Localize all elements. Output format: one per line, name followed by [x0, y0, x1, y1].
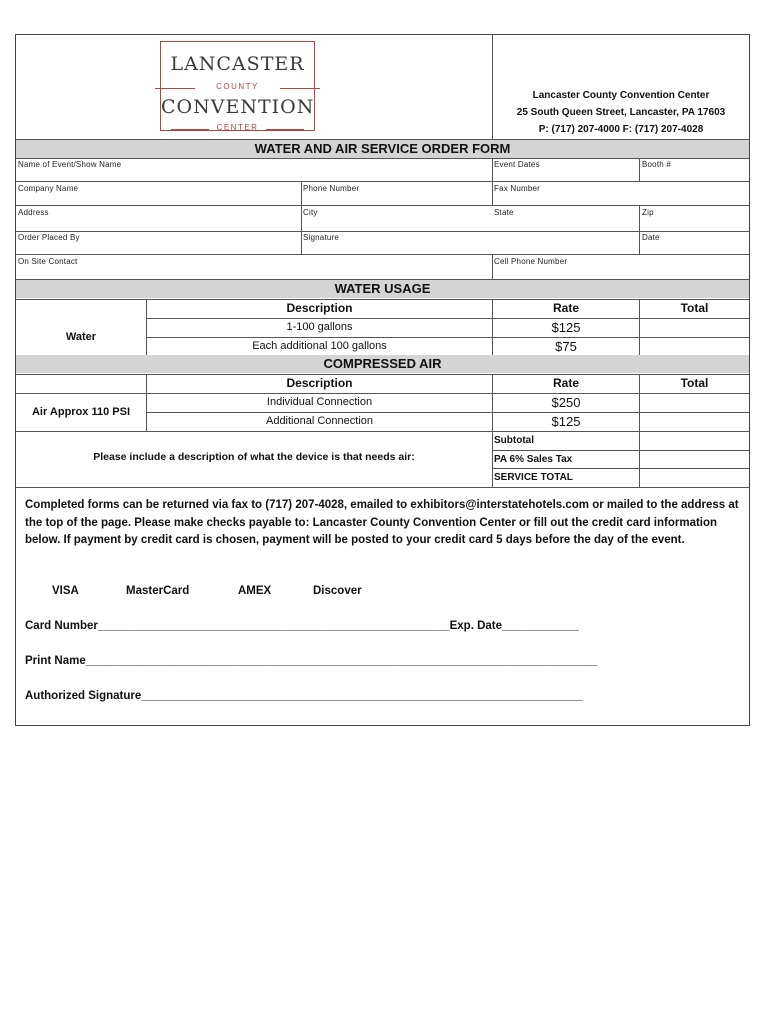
subtotal-field[interactable]	[640, 432, 749, 450]
logo-line-convention: CONVENTION	[161, 96, 315, 118]
logo-line-county: COUNTY	[216, 82, 259, 91]
signature-field[interactable]	[302, 232, 639, 254]
air-col-description: Description	[286, 376, 353, 390]
logo-line-lancaster: LANCASTER	[170, 53, 305, 75]
on-site-contact-field[interactable]	[16, 255, 492, 279]
card-discover[interactable]: Discover	[313, 585, 362, 597]
order-placed-by-field[interactable]	[16, 232, 301, 254]
header-phone-fax: P: (717) 207-4000 F: (717) 207-4028	[538, 124, 704, 135]
fax-number-field[interactable]	[493, 182, 749, 205]
air-item-2-description: Additional Connection	[265, 415, 374, 427]
event-dates-label: Event Dates	[494, 160, 540, 169]
air-item-1-total[interactable]	[640, 394, 749, 412]
card-amex[interactable]: AMEX	[238, 585, 272, 597]
air-col-rate: Rate	[552, 376, 579, 390]
sales-tax-field[interactable]	[640, 451, 749, 469]
booth-field[interactable]	[640, 159, 749, 181]
phone-number-label: Phone Number	[303, 184, 360, 193]
form-title: WATER AND AIR SERVICE ORDER FORM	[16, 140, 749, 158]
on-site-contact-label: On Site Contact	[18, 257, 78, 266]
water-col-rate: Rate	[552, 301, 579, 315]
state-label: State	[494, 208, 514, 217]
fax-number-label: Fax Number	[494, 184, 541, 193]
water-col-total: Total	[680, 301, 709, 315]
compressed-air-title: COMPRESSED AIR	[16, 355, 749, 373]
air-item-2-total[interactable]	[640, 413, 749, 431]
event-name-label: Name of Event/Show Name	[18, 160, 122, 169]
company-name-label: Company Name	[18, 184, 79, 193]
air-device-note: Please include a description of what the device is that needs air:	[93, 451, 415, 463]
cell-phone-field[interactable]	[493, 255, 749, 279]
company-name-field[interactable]	[16, 182, 301, 205]
air-col-total: Total	[680, 376, 709, 390]
zip-label: Zip	[642, 208, 654, 217]
water-item-2-rate: $75	[555, 339, 577, 354]
order-placed-by-label: Order Placed By	[18, 233, 80, 242]
air-item-1-rate: $250	[551, 395, 581, 410]
sales-tax-label: PA 6% Sales Tax	[494, 454, 573, 465]
air-item-1-description: Individual Connection	[266, 396, 373, 408]
service-total-label: SERVICE TOTAL	[494, 472, 573, 483]
event-dates-field[interactable]	[493, 159, 639, 181]
cell-phone-label: Cell Phone Number	[494, 257, 568, 266]
booth-label: Booth #	[642, 160, 671, 169]
address-field[interactable]	[16, 206, 301, 231]
city-label: City	[303, 208, 318, 217]
date-field[interactable]	[640, 232, 749, 254]
header-org-name: Lancaster County Convention Center	[532, 90, 710, 101]
city-field[interactable]	[302, 206, 492, 231]
logo-line-center: CENTER	[216, 123, 259, 132]
event-name-field[interactable]	[16, 159, 492, 181]
authorized-signature-line[interactable]: Authorized Signature_____________________________________________________________________	[25, 690, 583, 702]
signature-label: Signature	[303, 233, 340, 242]
lancaster-logo	[160, 41, 315, 131]
card-visa[interactable]: VISA	[52, 585, 79, 597]
header-address: 25 South Queen Street, Lancaster, PA 17603	[516, 107, 726, 118]
zip-field[interactable]	[640, 206, 749, 231]
service-total-field[interactable]	[640, 469, 749, 487]
air-row-label: Air Approx 110 PSI	[31, 406, 131, 418]
water-item-1-rate: $125	[551, 320, 581, 335]
card-mastercard[interactable]: MasterCard	[126, 585, 190, 597]
order-form	[15, 34, 750, 726]
water-row-label: Water	[65, 331, 97, 343]
water-item-2-total[interactable]	[640, 338, 749, 356]
print-name-line[interactable]: Print Name________________________________________________________________________________	[25, 655, 598, 667]
address-label: Address	[18, 208, 49, 217]
instructions-text: Completed forms can be returned via fax to (717) 207-4028, emailed to exhibitors@interstatehotels.com or mailed to the address at the top of the page. Please make checks payable to: Lancaster County Convention Center or fill out the credit card information below. If payment by credit card is chosen, payment will be posted to your credit card 5 days before the day of the event.	[25, 499, 739, 546]
water-item-2-description: Each additional 100 gallons	[252, 340, 387, 352]
subtotal-label: Subtotal	[494, 435, 534, 446]
air-item-2-rate: $125	[551, 414, 581, 429]
date-label: Date	[642, 233, 660, 242]
state-field[interactable]	[493, 206, 639, 231]
card-number-line[interactable]: Card Number_______________________________________________________Exp. Date____________	[25, 620, 579, 632]
phone-number-field[interactable]	[302, 182, 492, 205]
water-item-1-description: 1-100 gallons	[286, 321, 353, 333]
water-item-1-total[interactable]	[640, 319, 749, 337]
water-usage-title: WATER USAGE	[16, 280, 749, 298]
water-col-description: Description	[286, 301, 353, 315]
